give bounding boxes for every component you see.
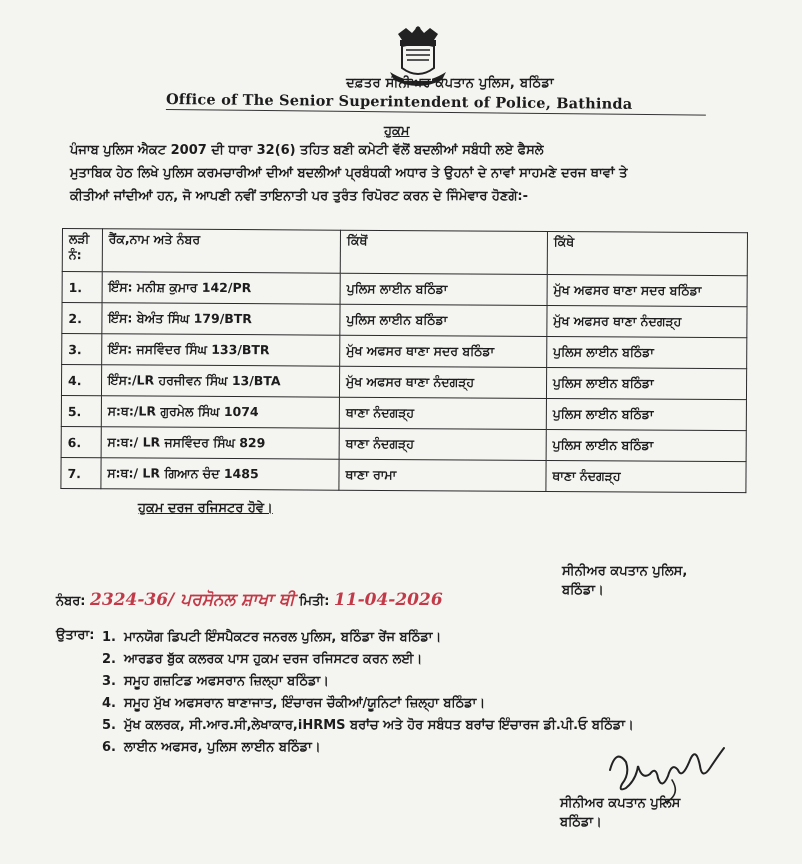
table-row [62, 334, 747, 369]
cell-from: ਥਾਣਾ ਨੰਦਗੜ੍ਹ [339, 428, 546, 460]
cell-serial: 4. [61, 365, 101, 396]
cell-from: ਮੁੱਖ ਅਫਸਰ ਥਾਣਾ ਨੰਦਗੜ੍ਹ [339, 366, 546, 398]
table-row [61, 365, 746, 400]
cell-rank-name: ਇੰਸ:/LR ਹਰਜੀਵਨ ਸਿੰਘ 13/BTA [101, 365, 339, 397]
table-row [61, 395, 746, 430]
table-row [61, 426, 746, 461]
cell-rank-name: ਸ:ਥ:/ LR ਜਸਵਿੰਦਰ ਸਿੰਘ 829 [101, 427, 339, 459]
cell-to: ਥਾਣਾ ਨੰਦਗੜ੍ਹ [546, 460, 746, 492]
cell-serial: 2. [62, 303, 102, 334]
list-item [102, 696, 762, 718]
cell-to: ਪੁਲਿਸ ਲਾਈਨ ਬਠਿੰਡਾ [546, 367, 746, 399]
header-from: ਕਿੱਥੋਂ [340, 230, 547, 274]
header-to: ਕਿੱਥੇ [547, 231, 747, 275]
dispatch-number: 2324-36/ ਪਰਸੋਨਲ ਸ਼ਾਖਾ ਥੀ [90, 590, 295, 610]
register-note: ਹੁਕਮ ਦਰਜ ਰਜਿਸਟਰ ਹੋਵੇ। [138, 501, 273, 516]
intro-line: ਪੰਜਾਬ ਪੁਲਿਸ ਐਕਟ 2007 ਦੀ ਧਾਰਾ 32(6) ਤਹਿਤ ਬਣੀ ਕਮੇਟੀ ਵੱਲੋਂ ਬਦਲੀਆਂ ਸਬੰਧੀ ਲਏ ਫੈਸਲੇ [70, 143, 544, 158]
office-name-english: Office of The Senior Superintendent of Police, Bathinda [166, 91, 706, 116]
cell-serial: 3. [62, 334, 102, 365]
list-item [102, 630, 762, 652]
signatory-place: ਬਠਿੰਡਾ। [562, 583, 604, 598]
copy-text: ਮੁੱਖ ਕਲਰਕ, ਸੀ.ਆਰ.ਸੀ,ਲੇਖਾਕਾਰ,iHRMS ਬਰਾਂਚ ਅਤੇ ਹੋਰ ਸਬੰਧਤ ਬਰਾਂਚ ਇੰਚਾਰਜ ਡੀ.ਪੀ.ਓ ਬਠਿੰਡਾ। [124, 718, 634, 733]
list-item [102, 652, 762, 674]
transfer-table [60, 228, 748, 493]
signatory-place: ਬਠਿੰਡਾ। [560, 815, 602, 830]
cell-rank-name: ਇੰਸ: ਜਸਵਿੰਦਰ ਸਿੰਘ 133/BTR [101, 334, 339, 366]
cell-serial: 7. [61, 457, 101, 488]
cell-to: ਮੁੱਖ ਅਫਸਰ ਥਾਣਾ ਸਦਰ ਬਠਿੰਡਾ [547, 274, 747, 306]
order-title: ਹੁਕਮ [384, 124, 410, 139]
office-name-punjabi: ਦਫ਼ਤਰ ਸੀਨੀਅਰ ਕਪਤਾਨ ਪੁਲਿਸ, ਬਠਿੰਡਾ [346, 76, 554, 91]
cell-rank-name: ਸ:ਥ:/ LR ਗਿਆਨ ਚੰਦ 1485 [101, 458, 339, 490]
copy-num: 3. [102, 674, 116, 689]
cell-serial: 6. [61, 426, 101, 457]
copy-text: ਸਮੂਹ ਮੁੱਖ ਅਫਸਰਾਨ ਥਾਣਾਜਾਤ, ਇੰਚਾਰਜ ਚੌਕੀਆਂ/ਯੂਨਿਟਾਂ ਜ਼ਿਲ੍ਹਾ ਬਠਿੰਡਾ। [124, 696, 486, 711]
copy-num: 5. [102, 718, 116, 733]
list-item [102, 718, 762, 740]
copy-num: 2. [102, 652, 116, 667]
copy-text: ਮਾਨਯੋਗ ਡਿਪਟੀ ਇੰਸਪੈਕਟਰ ਜਨਰਲ ਪੁਲਿਸ, ਬਠਿੰਡਾ ਰੇਂਜ ਬਠਿੰਡਾ। [124, 630, 442, 645]
cell-to: ਪੁਲਿਸ ਲਾਈਨ ਬਠਿੰਡਾ [547, 336, 747, 368]
table-row [62, 272, 747, 307]
cell-from: ਥਾਣਾ ਨੰਦਗੜ੍ਹ [339, 397, 546, 429]
cell-serial: 5. [61, 395, 101, 426]
signatory-block-top [562, 562, 782, 600]
signatory-block-bottom [560, 794, 780, 832]
copy-num: 4. [102, 696, 116, 711]
list-item [102, 674, 762, 696]
cell-rank-name: ਇੰਸ: ਮਨੀਸ਼ ਕੁਮਾਰ 142/PR [102, 272, 340, 304]
cell-rank-name: ਸ:ਥ:/LR ਗੁਰਮੇਲ ਸਿੰਘ 1074 [101, 396, 339, 428]
number-label: ਨੰਬਰ: [56, 594, 86, 609]
signatory-title: ਸੀਨੀਅਰ ਕਪਤਾਨ ਪੁਲਿਸ, [562, 564, 688, 579]
header-serial: ਲੜੀ ਨੰ: [62, 229, 102, 272]
table-row [62, 303, 747, 338]
cell-from: ਪੁਲਿਸ ਲਾਈਨ ਬਠਿੰਡਾ [340, 304, 547, 336]
dispatch-date: 11-04-2026 [333, 590, 443, 610]
copy-num: 1. [102, 630, 116, 645]
dispatch-number-line [56, 590, 476, 610]
cell-rank-name: ਇੰਸ: ਬੇਅੰਤ ਸਿੰਘ 179/BTR [102, 303, 340, 335]
table-header-row [62, 229, 747, 276]
cell-from: ਮੁੱਖ ਅਫਸਰ ਥਾਣਾ ਸਦਰ ਬਠਿੰਡਾ [340, 335, 547, 367]
cell-from: ਪੁਲਿਸ ਲਾਈਨ ਬਠਿੰਡਾ [340, 273, 547, 305]
cell-to: ਪੁਲਿਸ ਲਾਈਨ ਬਠਿੰਡਾ [546, 398, 746, 430]
copy-num: 6. [102, 740, 116, 755]
table-row [61, 457, 746, 492]
intro-line: ਮੁਤਾਬਿਕ ਹੇਠ ਲਿਖੇ ਪੁਲਿਸ ਕਰਮਚਾਰੀਆਂ ਦੀਆਂ ਬਦਲੀਆਂ ਪ੍ਰਬੰਧਕੀ ਅਧਾਰ ਤੇ ਉਹਨਾਂ ਦੇ ਨਾਵਾਂ ਸਾਹਮਣੇ ਦਰਜ ਥਾਵਾਂ ਤੇ [70, 166, 628, 181]
order-intro [70, 139, 760, 208]
cell-to: ਪੁਲਿਸ ਲਾਈਨ ਬਠਿੰਡਾ [546, 429, 746, 461]
cell-to: ਮੁੱਖ ਅਫਸਰ ਥਾਣਾ ਨੰਦਗੜ੍ਹ [547, 305, 747, 337]
copy-text: ਸਮੂਹ ਗਜ਼ਟਿਡ ਅਫਸਰਾਨ ਜ਼ਿਲ੍ਹਾ ਬਠਿੰਡਾ। [124, 674, 329, 689]
cell-serial: 1. [62, 272, 102, 303]
copy-label: ਉਤਾਰਾ: [56, 628, 95, 643]
copy-text: ਲਾਈਨ ਅਫਸਰ, ਪੁਲਿਸ ਲਾਈਨ ਬਠਿੰਡਾ। [124, 740, 321, 755]
date-label: ਮਿਤੀ: [299, 594, 330, 609]
intro-line: ਕੀਤੀਆਂ ਜਾਂਦੀਆਂ ਹਨ, ਜੋ ਆਪਣੀ ਨਵੀਂ ਤਾਇਨਾਤੀ ਪਰ ਤੁਰੰਤ ਰਿਪੋਰਟ ਕਰਨ ਦੇ ਜਿੰਮੇਵਾਰ ਹੋਣਗੇ:- [70, 189, 528, 204]
cell-from: ਥਾਣਾ ਰਾਮਾ [339, 459, 546, 491]
copy-text: ਆਰਡਰ ਬੁੱਕ ਕਲਰਕ ਪਾਸ ਹੁਕਮ ਦਰਜ ਰਜਿਸਟਰ ਕਰਨ ਲਈ। [124, 652, 423, 667]
signatory-title: ਸੀਨੀਅਰ ਕਪਤਾਨ ਪੁਲਿਸ [560, 796, 681, 811]
header-rank-name: ਰੈਂਕ,ਨਾਮ ਅਤੇ ਨੰਬਰ [102, 229, 341, 273]
